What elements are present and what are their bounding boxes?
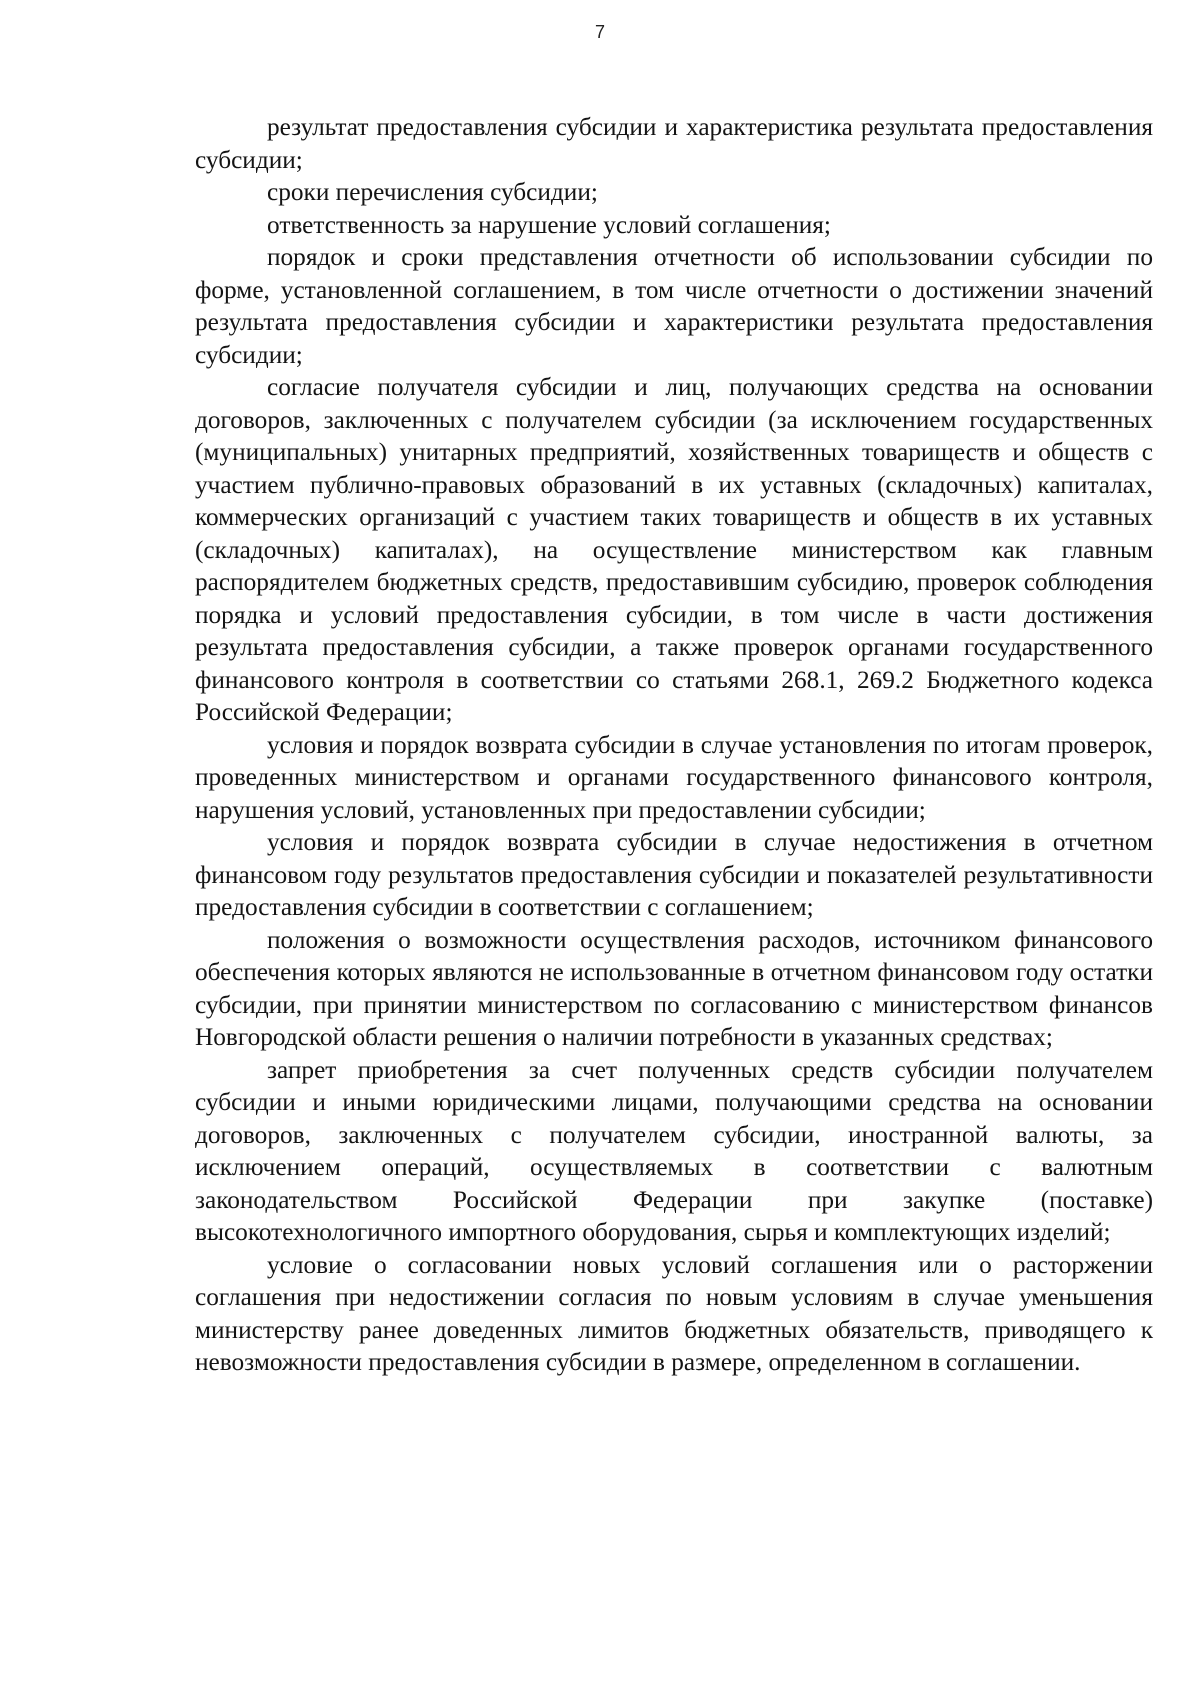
paragraph-subsidy-result: результат предоставления субсидии и характеристика результата предоставления субсидии;: [195, 113, 1153, 174]
document-body: [195, 111, 1153, 1379]
paragraph-refund-on-violations: условия и порядок возврата субсидии в случае установления по итогам проверок, проведенных министерством и органами государственного финансового контроля, нарушения условий, установленных при предоставлении субсидии;: [195, 730, 1153, 824]
paragraph-refund-on-non-achievement: условия и порядок возврата субсидии в случае недостижения в отчетном финансовом году результатов предоставления субсидии и показателей результативности предоставления субсидии в соответствии с соглашением;: [195, 828, 1153, 921]
paragraph-consent-to-inspections: согласие получателя субсидии и лиц, получающих средства на основании договоров, заключенных с получателем субсидии (за исключением государственных (муниципальных) унитарных предприятий, хозяйственных товариществ и обществ с участием публично-правовых образований в их уставных (складочных) капиталах, коммерческих организаций с участием таких товариществ и обществ в их уставных (складочных) капиталах), на осуществление министерством как главным распорядителем бюджетных средств, предоставившим субсидию, проверок соблюдения порядка и условий предоставления субсидии, в том числе в части достижения результата предоставления субсидии, а также проверок органами государственного финансового контроля в соответствии со статьями 268.1, 269.2 Бюджетного кодекса Российской Федерации;: [195, 373, 1153, 726]
page-number: 7: [594, 22, 605, 42]
paragraph-unused-balances: положения о возможности осуществления расходов, источником финансового обеспечения которых являются не использованные в отчетном финансовом году остатки субсидии, при принятии министерством по согласованию с министерством финансов Новгородской области решения о наличии потребности в указанных средствах;: [195, 925, 1153, 1051]
paragraph-liability: ответственность за нарушение условий соглашения;: [267, 210, 831, 239]
paragraph-transfer-terms: сроки перечисления субсидии;: [267, 178, 598, 206]
paragraph-currency-purchase-ban: запрет приобретения за счет полученных средств субсидии получателем субсидии и иными юридическими лицами, получающими средства на основании договоров, заключенных с получателем субсидии, иностранной валюты, за исключением операций, осуществляемых в соответствии с валютным законодательством Российской Федерации при закупке (поставке) высокотехнологичного импортного оборудования, сырья и комплектующих изделий;: [195, 1055, 1153, 1246]
paragraph-new-conditions-agreement: условие о согласовании новых условий соглашения или о расторжении соглашения при недостижении согласия по новым условиям в случае уменьшения министерству ранее доведенных лимитов бюджетных обязательств, приводящего к невозможности предоставления субсидии в размере, определенном в соглашении.: [195, 1250, 1153, 1376]
paragraph-reporting: порядок и сроки представления отчетности об использовании субсидии по форме, установленной соглашением, в том числе отчетности о достижении значений результата предоставления субсидии и характеристики результата предоставления субсидии;: [195, 243, 1153, 369]
